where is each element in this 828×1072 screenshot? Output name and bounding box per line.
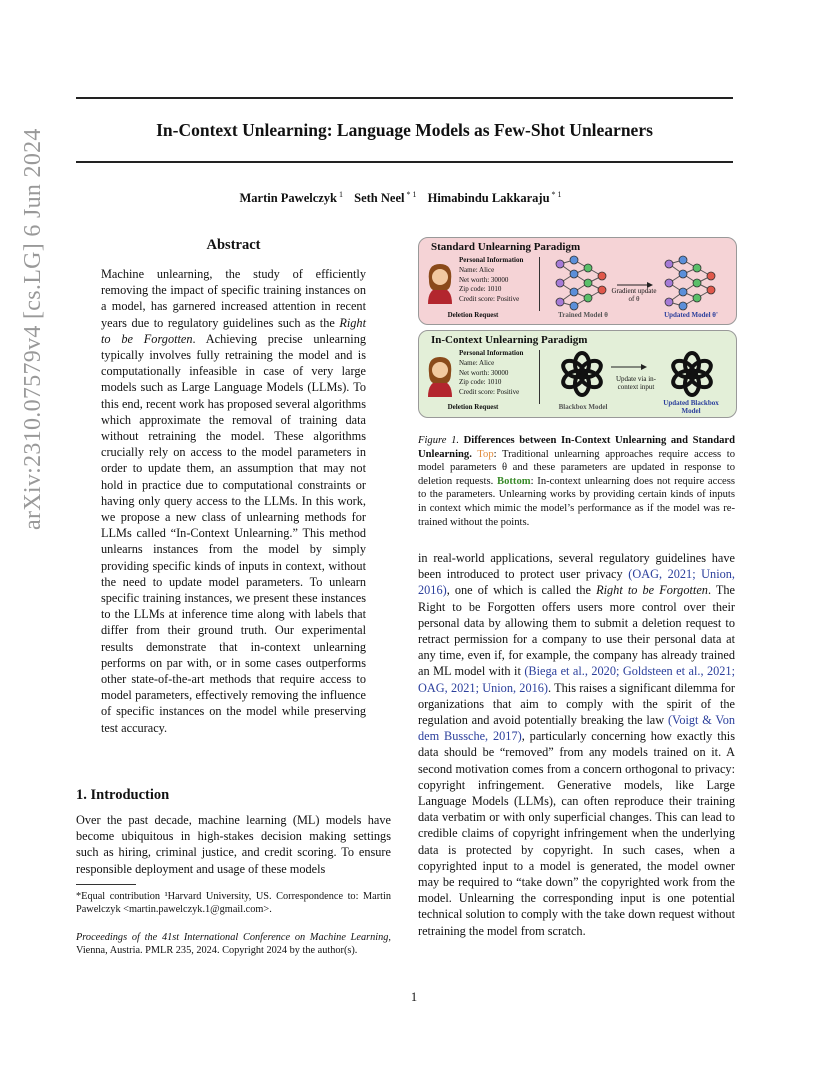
author-list	[76, 190, 733, 206]
model-label: Updated Model θ'	[664, 311, 718, 319]
arxiv-stamp: arXiv:2310.07579v4 [cs.LG] 6 Jun 2024	[20, 128, 46, 530]
citation-link[interactable]: (OAG, 2021; Union, 2016)	[418, 567, 735, 598]
model-label: Updated Blackbox Model	[663, 399, 719, 415]
author-affiliation: * 1	[406, 190, 417, 199]
citation-link[interactable]: (Voigt & Von dem Bussche, 2017)	[418, 713, 735, 744]
paper-title: In-Context Unlearning: Language Models as Few-Shot Unlearners	[156, 120, 653, 140]
page-number: 1	[410, 990, 418, 1004]
neural-network-icon	[554, 254, 609, 312]
footnote: *Equal contribution ¹Harvard University, US. Correspondence to: Martin Pawelczyk <martin.pawelczyk.1@gmail.com>.	[76, 891, 391, 916]
deletion-request-label: Deletion Request	[447, 311, 499, 319]
author-name: Seth Neel	[354, 191, 405, 206]
deletion-request-label: Deletion Request	[447, 403, 499, 411]
personal-info: Personal Information Name: Alice Net worth: 30000 Zip code: 1010 Credit score: Positive	[459, 349, 524, 397]
intro-paragraph: Over the past decade, machine learning (ML) models have become ubiquitous in high-stakes decision making settings such as hiring, criminal justice, and credit scoring. To ensure responsible deployment and usage of these models	[76, 813, 391, 876]
blackbox-model-icon	[669, 351, 715, 397]
figure-caption: Figure 1. Differences between In-Context Unlearning and Standard Unlearning. Top: Traditional unlearning approaches require access to model parameters θ and these parameters are updated in response to deletion requests. Bottom: In-context unlearning does not require access to the parameters. Unlearning works by providing certain kinds of inputs in context which mimic the model’s performance as if the model was re-trained without the points.	[418, 435, 735, 528]
section-heading: 1. Introduction	[76, 787, 170, 803]
title-rule	[76, 161, 733, 163]
author-affiliation: * 1	[551, 190, 562, 199]
author-affiliation: 1	[339, 190, 344, 199]
footnote-rule	[76, 884, 136, 885]
body-paragraph: in real-world applications, several regulatory guidelines have been introduced to protect user privacy (OAG, 2021; Union, 2016), one of which is called the Right to be Forgotten. The Right to be Forgotten offers users more control over their personal data by allowing them to submit a deletion request to retract permission for a company to use their personal data at any time, even if, for example, the company has already trained an ML model with it (Biega et al., 2020; Goldsteen et al., 2021; OAG, 2021; Union, 2016). This raises a significant dilemma for organizations that aim to comply with the spirit of the regulation and avoid potentially breaking the law (Voigt & Von dem Bussche, 2017), particularly concerning how exactly this data should be “removed” from any models trained on it. A second motivation comes from a concern orthogonal to privacy: copyright infringement. Generative models, like Large Language Models (LLMs), can often reproduce their training data verbatim or with only superficial changes. This can lead to credible claims of copyright infringement when the underlying data is protected by copyright. In such cases, when a copyrighted input to a model is generated, the model owner may be required to “take down” the copyrighted work from the model. Unlearning the corresponding input is one potential technical solution to comply with the take down request without retraining the model from scratch.	[418, 551, 736, 938]
author-name: Martin Pawelczyk	[239, 191, 338, 206]
citation-link[interactable]: (Biega et al., 2020; Goldsteen et al., 2021; OAG, 2021; Union, 2016)	[418, 664, 735, 695]
model-label: Trained Model θ	[558, 311, 608, 319]
figure-panel-incontext	[418, 330, 737, 418]
separator	[539, 257, 540, 311]
gradient-label: Gradient update of θ	[611, 287, 657, 303]
arrow-icon	[611, 363, 647, 371]
context-update-label: Update via in-context input	[615, 375, 657, 391]
personal-info: Personal Information Name: Alice Net worth: 30000 Zip code: 1010 Credit score: Positive	[459, 256, 524, 304]
panel-title: In-Context Unlearning Paradigm	[431, 334, 588, 346]
model-label: Blackbox Model	[558, 403, 608, 411]
person-icon	[423, 353, 457, 397]
blackbox-model-icon	[559, 351, 605, 397]
abstract-heading: Abstract	[206, 237, 261, 253]
figure-panel-standard	[418, 237, 737, 325]
panel-title: Standard Unlearning Paradigm	[431, 241, 581, 253]
separator	[539, 350, 540, 404]
proceedings-note: Proceedings of the 41st International Conference on Machine Learning, Vienna, Austria. PMLR 235, 2024. Copyright 2024 by the author(s).	[76, 932, 391, 957]
abstract-text: Machine unlearning, the study of efficiently removing the impact of specific training instances on a model, has garnered increased attention in recent years due to regulatory guidelines such as the Right to be Forgotten. Achieving precise unlearning typically involves fully retraining the model and is computationally infeasible in case of very large models such as Large Language Models (LLMs). To this end, recent work has proposed several algorithms which approximate the removal of training data without retraining the model. These algorithms crucially rely on access to the model parameters in order to update them, an assumption that may not hold in practice due to computational constraints or having only query access to the LLMs. In this work, we propose a new class of unlearning methods for LLMs called “In-Context Unlearning.” This method unlearns instances from the model by simply providing specific kinds of inputs in context, without the need to update model parameters. To unlearn specific training instances, we present these instances to the LLMs at inference time along with labels that differ from their ground truth. Our experimental results demonstrate that in-context unlearning performs on par with, or in some cases outperforms other state-of-the-art methods that require access to model parameters, effectively removing the influence of specific instances on the model while preserving test accuracy.	[101, 267, 366, 735]
person-icon	[423, 260, 457, 304]
top-rule	[76, 97, 733, 99]
author-name: Himabindu Lakkaraju	[427, 191, 550, 206]
neural-network-icon	[663, 254, 718, 312]
